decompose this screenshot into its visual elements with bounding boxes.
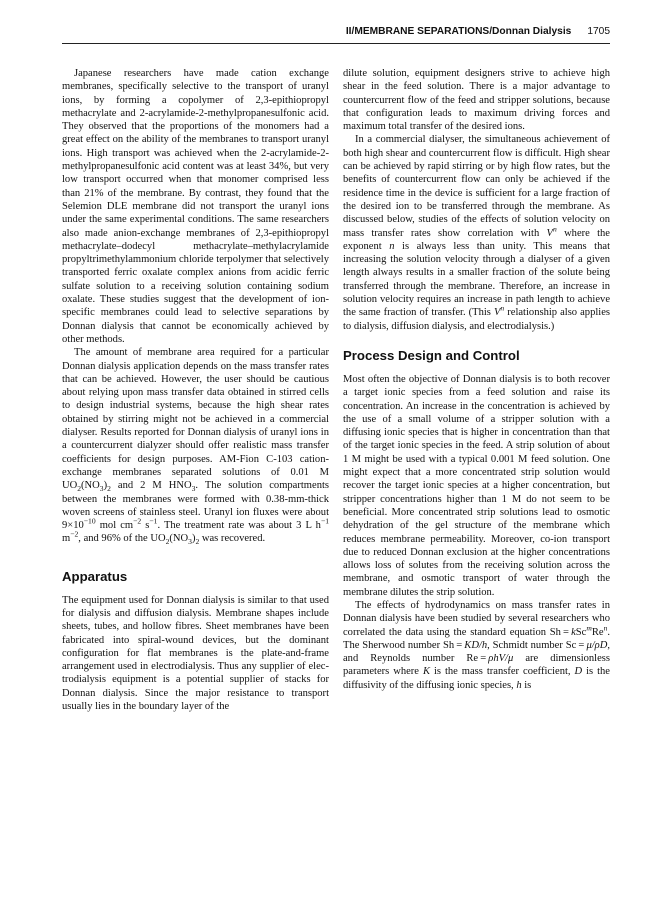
heading-process-design: Process Design and Control: [343, 347, 520, 363]
header-rule: [62, 43, 610, 44]
right-paragraph-1: dilute solution, equipment designers strive to achieve high shear in the feed solution. There is a major advantage to countercurrent flow of the feed and stripper solutions, because that configuration leads to maximum driving forces and maximum total transfer of the desired ions.: [343, 68, 610, 133]
right-column: [343, 67, 610, 692]
right-paragraph-4: The effects of hydrodynamics on mass transfer rates in Donnan dialysis have been studied by several researchers who correlated the data using the standard equation $Sh = kSc^mRe^n$. The Sherwood number Sh = KD/h, Schmidt number Sc = μ/ρD, and Reynolds number Re = ρhV/μ are dimensionless parameters where K is the mass transfer coefficient, D is the diffusivity of the diffusing ionic species, h is: [343, 599, 610, 691]
left-column: [62, 67, 329, 713]
right-paragraph-2: In a commercial dialyser, the simultaneous achievement of both high shear and countercurrent flow is difficult. High shear can be achieved by rapid stirring or by high flow rates, but the benefits of countercurrent flow can only be achieved if the residence time in the device is sufficient for a large fraction of the desired ion to be transferred through the membrane. As discussed below, studies of the effects of solution velocity on mass transfer rates show correlation with $V^n$ where the exponent n is always less than unity. This means that increasing the solution velocity through a dialyser of a given length always results in a smaller fraction of the solute being transferred through the membrane. Therefore, an increase in solution velocity requires an increase in path length to achieve the same fraction of transfer. (This $V^n$ relationship also applies to dialysis, diffusion dialysis, and electrodialysis.): [343, 134, 610, 332]
left-paragraph-2: The amount of membrane area required for a particular Donnan dialysis application depends on the mass transfer rates that can be achieved. However, the user should be cautious about relying upon mass transfer data obtained in stirred cells to design industrial systems, because the high shear rates obtained by stirring might not be achieved in a commercial dialyser. Results reported for Donnan dialysis of uranyl ions in a countercurrent dialyzer should offer realistic mass transfer coefficients for design purposes. AM-Fion C-103 cation-exchange membranes separated solutions of 0.01 M $UO_2(NO_3)_2$ and 2 M $HNO_3$. The solution compartments between the membranes were formed with 0.38-mm-thick woven screens of stainless steel. Uranyl ion fluxes were about $9\times 10^{-10}$ mol $cm^{-2}$ $s^{-1}$. The treatment rate was about 3 L $h^{-1}$ $m^{-2}$, and 96% of the $UO_2(NO_3)_2$ was recovered.: [62, 347, 330, 547]
page-number: 1705: [587, 26, 610, 37]
right-paragraph-3: Most often the objective of Donnan dialysis is to both recover a target ionic species from a feed solution and raise its concentration. An increase in the concentration is achieved by the use of a small volume of a stripper solution with a diffusing ionic species that is higher in concentration than that of the target ionic species in the feed. A strip solution of about 1 M might be used with a typical 0.001 M feed solution. One might expect that a more concentrated strip solution would recover the target ionic species at a higher concentration, but stripper concentrations higher than 1 M do not seem to be beneficial. More concentrated strip solutions lead to osmotic dehydration of the gel structure of the membrane which reduces membrane permeability. Moreover, co-ion transport due to reduced Donnan exclusion at the higher concentrations allows loss of solutes from the receiving solution across the membrane, and osmotic transport of water through the membrane dilutes the strip solution.: [343, 373, 610, 598]
heading-apparatus: Apparatus: [62, 568, 128, 584]
left-paragraph-1: Japanese researchers have made cation exchange membranes, specifically selective to the transport of uranyl ions, by forming a copolymer of 2,3-epithiopropyl methacrylate and 2-acrylamide-2-methylpropanesulfonic acid. They observed that the proportions of the monomers had a great effect on the ability of the membranes to transport uranyl ions. High transport was achieved when the 2-acrylamide-2-methylpropanesulfonic acid content was at least 34%, but very low transport occurred when that monomer comprised less than 21% of the membrane. By contrast, they found that the Selemion DLE membrane did not transport the uranyl ions under the same experimental conditions. The same researchers also made anion-exchange membranes of 2,3-epithiopropyl methacrylate–dodecyl methacrylate–methylacrylamide propyltrimethylammonium chloride terpolymer that selectively transported ferric oxalate complex anions from acidic ferric sulfate solution to a receiving solution containing sodium oxalate. These studies suggest that the development of ion-specific membranes could lead to selective separations by Donnan dialysis that cannot be economically achieved by other methods.: [62, 68, 329, 345]
left-paragraph-3: The equipment used for Donnan dialysis is similar to that used for dialysis and diffusion dialysis. Membrane shapes include sheets, tubes, and hollow fibres. Sheet membranes have been fabricated into spiral-wound devices, but the dominant configuration for flat membranes is the plate-and-frame arrangement used in electrodialysis. Thus any supplier of electrodialysis equipment is a potential supplier of stacks for Donnan dialysis. Since the major resistance to transport usually lies in the boundary layer of the: [62, 594, 329, 713]
header-title: II/MEMBRANE SEPARATIONS/Donnan Dialysis: [345, 26, 572, 37]
running-header: [62, 26, 610, 42]
